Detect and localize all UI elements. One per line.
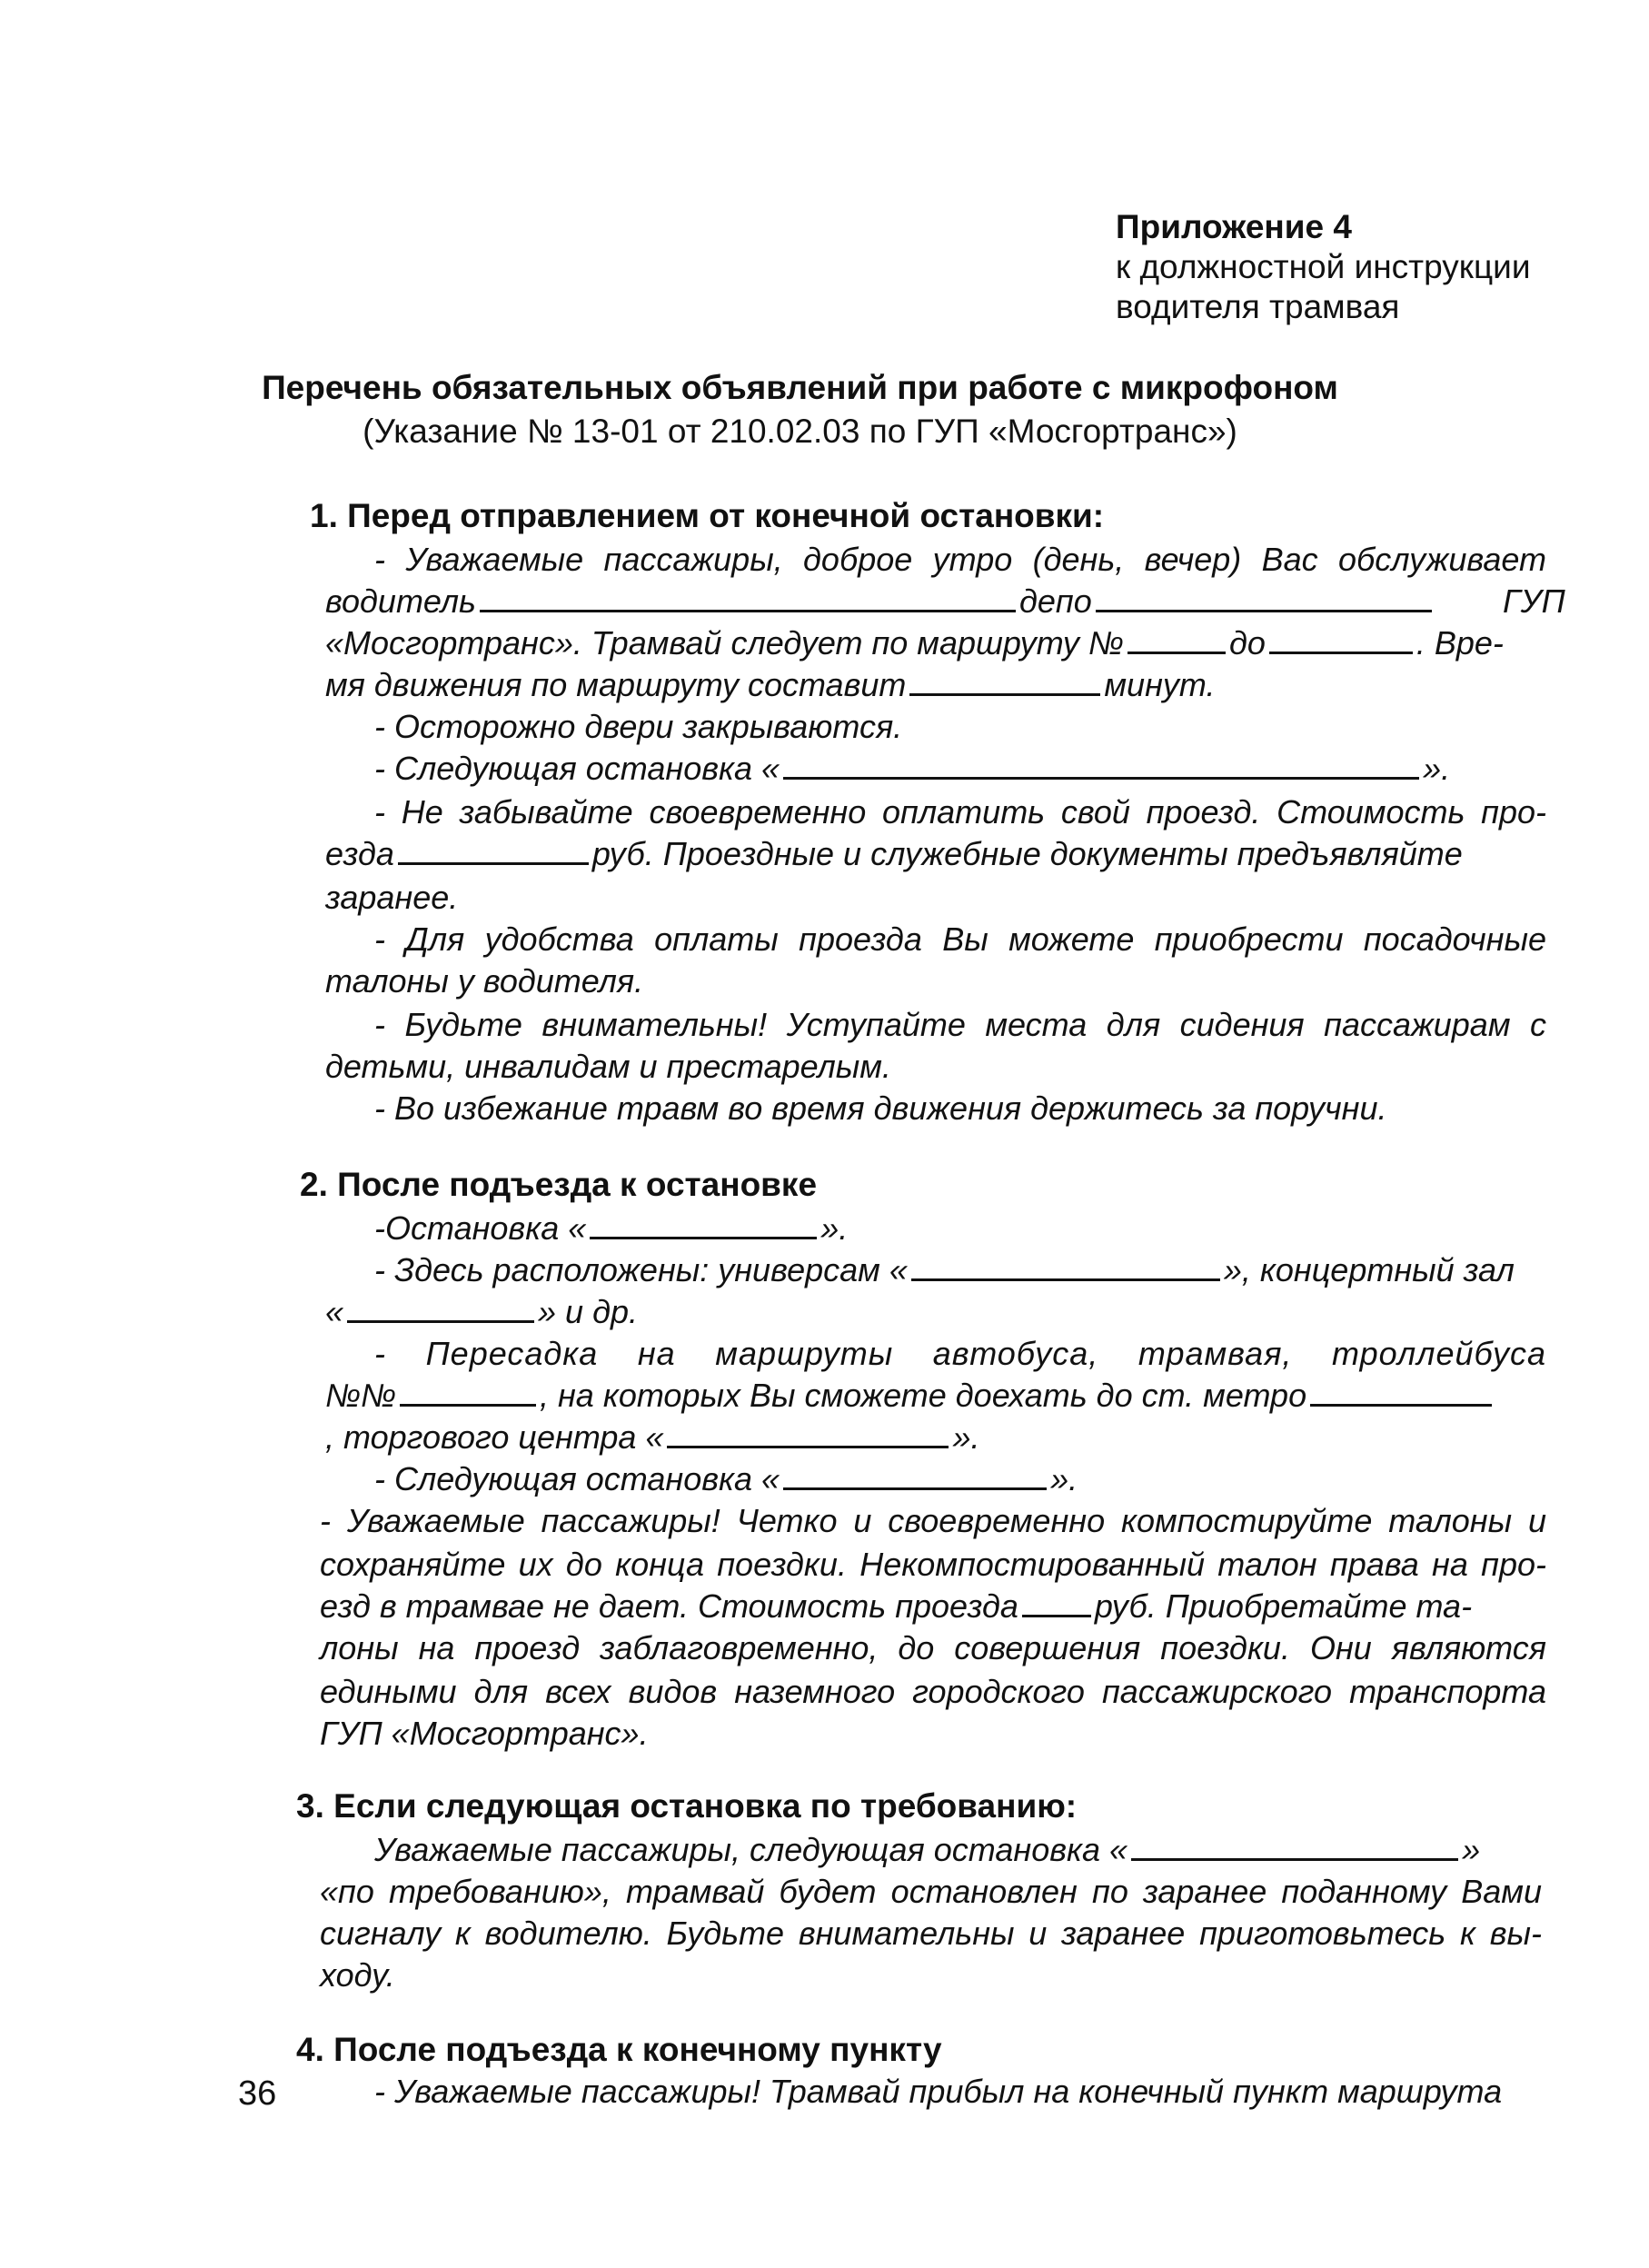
appendix-header xyxy=(1116,207,1531,327)
text: «Мосгортранс». Трамвай следует по маршруту № xyxy=(325,624,1124,662)
s1-line-8 xyxy=(325,834,1463,874)
s2-line-1 xyxy=(374,1209,848,1248)
s2-line-12: едиными для всех видов наземного городского пассажирского транспорта xyxy=(320,1673,1546,1710)
s3-line-1 xyxy=(374,1830,1480,1870)
text: , на которых Вы сможете доехать до ст. метро xyxy=(539,1377,1307,1414)
s2-line-7 xyxy=(374,1459,1078,1499)
s1-line-5: - Осторожно двери закрываются. xyxy=(374,708,903,745)
s2-line-3 xyxy=(325,1292,638,1332)
text: №№ xyxy=(325,1377,396,1414)
text: . Вре- xyxy=(1416,624,1504,662)
text: руб. Приобретайте та- xyxy=(1094,1587,1473,1625)
blank-next-stop-2 xyxy=(783,1460,1047,1490)
text: « xyxy=(325,1293,344,1330)
blank-supermarket xyxy=(911,1251,1220,1281)
appendix-number: Приложение 4 xyxy=(1116,208,1352,245)
text: ». xyxy=(1423,750,1451,787)
s3-line-3: сигналу к водителю. Будьте внимательны и заранее приготовьтесь к вы- xyxy=(320,1915,1542,1952)
text: -Остановка « xyxy=(374,1209,587,1247)
text: мя движения по маршруту составит xyxy=(325,666,907,703)
blank-depot xyxy=(1096,582,1432,612)
s1-line-2 xyxy=(325,582,1435,622)
section-2-heading: 2. После подъезда к остановке xyxy=(300,1166,818,1203)
text: езд в трамвае не дает. Стоимость проезда xyxy=(320,1587,1018,1625)
text: водитель xyxy=(325,582,476,620)
s2-line-6 xyxy=(325,1418,980,1457)
text: , торгового центра « xyxy=(325,1418,664,1456)
s2-line-10 xyxy=(320,1587,1472,1626)
blank-concert-hall xyxy=(347,1293,534,1323)
s1-line-3 xyxy=(325,623,1504,663)
s1-line-1: - Уважаемые пассажиры, доброе утро (день, вечер) Вас обслуживает xyxy=(374,541,1546,578)
text: - Следующая остановка « xyxy=(374,750,780,787)
section-1-heading: 1. Перед отправлением от конечной остановки: xyxy=(310,497,1105,534)
s1-line-11: талоны у водителя. xyxy=(325,962,644,1000)
section-3-heading: 3. Если следующая остановка по требованию: xyxy=(296,1787,1078,1825)
blank-fare-2 xyxy=(1022,1587,1091,1617)
text: ». xyxy=(952,1418,980,1456)
section-4-heading: 4. После подъезда к конечному пункту xyxy=(296,2031,942,2068)
text: » и др. xyxy=(538,1293,638,1330)
blank-transfer-routes xyxy=(400,1377,536,1407)
s1-line-9: заранее. xyxy=(325,879,459,916)
blank-request-stop xyxy=(1131,1831,1458,1861)
s3-line-2: «по требованию», трамвай будет остановлен по заранее поданному Вами xyxy=(320,1873,1542,1910)
s1-line-10: - Для удобства оплаты проезда Вы можете приобрести посадочные xyxy=(374,920,1546,958)
blank-stop-name xyxy=(590,1209,817,1239)
text: - Здесь расположены: универсам « xyxy=(374,1251,908,1288)
text: - Следующая остановка « xyxy=(374,1460,780,1497)
blank-metro-station xyxy=(1310,1377,1492,1407)
text: до xyxy=(1228,624,1266,662)
s2-line-11: лоны на проезд заблаговременно, до совершения поездки. Они являются xyxy=(320,1629,1546,1666)
s2-line-5 xyxy=(325,1376,1495,1416)
s1-line-4 xyxy=(325,665,1215,705)
text: ». xyxy=(820,1209,849,1247)
text: Уважаемые пассажиры, следующая остановка « xyxy=(374,1831,1128,1868)
s3-line-4: ходу. xyxy=(320,1956,395,1994)
text: » xyxy=(1462,1831,1481,1868)
s2-line-2 xyxy=(374,1250,1515,1290)
page-number: 36 xyxy=(238,2074,277,2113)
s1-line-12: - Будьте внимательны! Уступайте места для сидения пассажирам с xyxy=(374,1006,1546,1043)
s2-line-13: ГУП «Мосгортранс». xyxy=(320,1715,649,1752)
text: руб. Проездные и служебные документы предъявляйте xyxy=(591,835,1463,872)
s2-line-8: - Уважаемые пассажиры! Четко и своевременно компостируйте талоны и xyxy=(320,1502,1546,1539)
blank-shopping-center xyxy=(667,1418,949,1448)
blank-route-number xyxy=(1127,624,1226,654)
text: езда xyxy=(325,835,394,872)
s1-line-6 xyxy=(374,749,1450,789)
blank-fare xyxy=(398,835,589,865)
document-title: Перечень обязательных объявлений при работе с микрофоном xyxy=(262,369,1338,406)
s4-line-1: - Уважаемые пассажиры! Трамвай прибыл на конечный пункт маршрута xyxy=(374,2073,1503,2110)
s1-line-13: детьми, инвалидам и престарелым. xyxy=(325,1048,891,1085)
blank-minutes xyxy=(909,666,1100,696)
text: ». xyxy=(1050,1460,1078,1497)
appendix-line-2: к должностной инструкции xyxy=(1116,248,1531,285)
document-subtitle: (Указание № 13-01 от 210.02.03 по ГУП «Мосгортранс») xyxy=(363,413,1237,450)
s2-line-4: - Пересадка на маршруты автобуса, трамвая, троллейбуса xyxy=(374,1335,1546,1372)
s2-line-9: сохраняйте их до конца поездки. Некомпостированный талон права на про- xyxy=(320,1546,1546,1583)
s1-line-2-end: ГУП xyxy=(1503,582,1565,620)
text: », концертный зал xyxy=(1223,1251,1515,1288)
blank-driver-name xyxy=(480,582,1016,612)
s1-line-14: - Во избежание травм во время движения держитесь за поручни. xyxy=(374,1089,1387,1127)
blank-next-stop xyxy=(783,750,1419,780)
blank-destination xyxy=(1269,624,1413,654)
appendix-line-3: водителя трамвая xyxy=(1116,288,1400,325)
text: депо xyxy=(1019,582,1092,620)
s1-line-7: - Не забывайте своевременно оплатить свой проезд. Стоимость про- xyxy=(374,793,1546,831)
text: минут. xyxy=(1104,666,1216,703)
